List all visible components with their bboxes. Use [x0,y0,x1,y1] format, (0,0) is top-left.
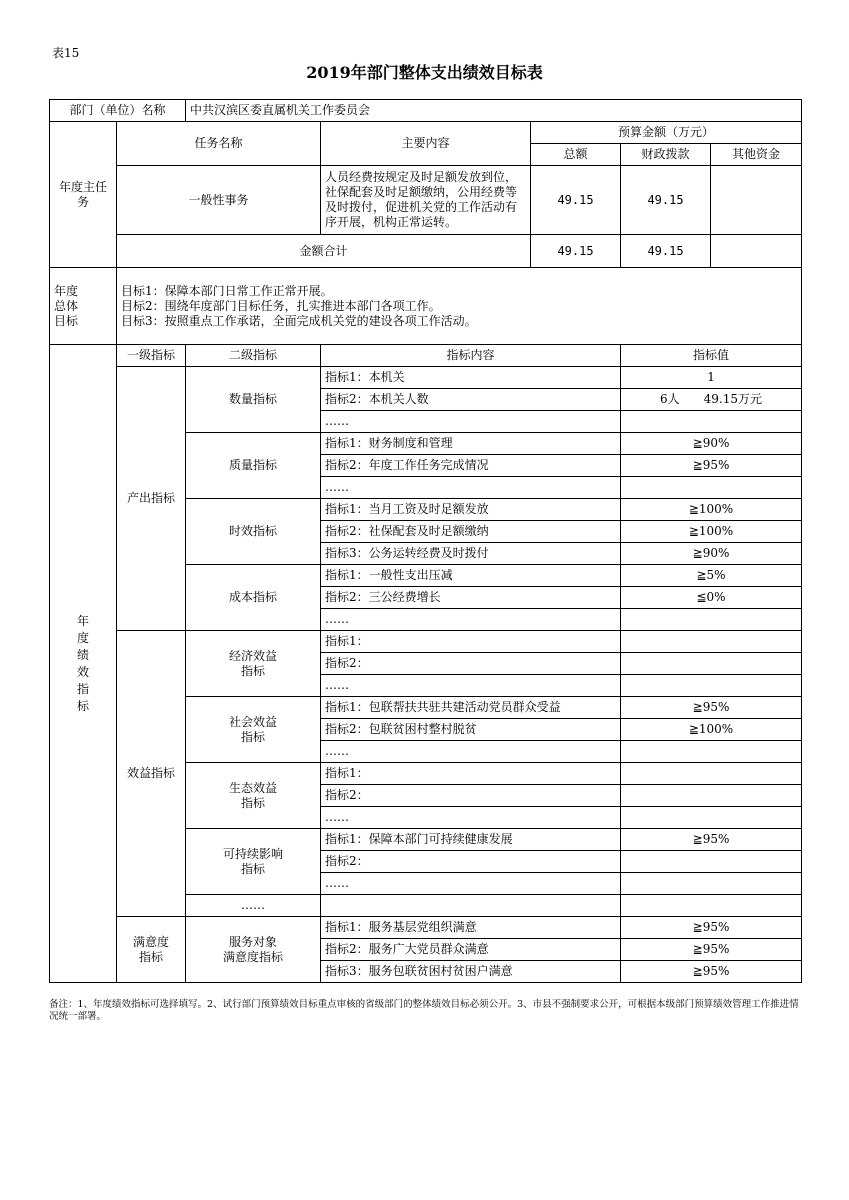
indicator-value [621,653,802,675]
sum-total: 49.15 [531,235,621,268]
indicator-value-header: 指标值 [621,345,802,367]
quality-indicator: 质量指标 [186,433,321,499]
budget-header: 预算金额（万元） [531,122,802,144]
indicator-value [621,807,802,829]
output-indicator-label: 产出指标 [117,367,186,631]
overall-goal-label: 年度 总体 目标 [50,268,117,345]
indicator-value [621,411,802,433]
footnote: 备注：1、年度绩效指标可选择填写。2、试行部门预算绩效目标重点审核的省级部门的整体绩效目标必须公开。3、市县不强制要求公开，可根据本级部门预算绩效管理工作推进情况统一部署。 [49,999,799,1022]
goal-3: 目标3：按照重点工作承诺，全面完成机关党的建设各项工作活动。 [121,313,477,328]
table-row [321,895,621,917]
table-row: …… [321,609,621,631]
indicator-value [621,741,802,763]
indicator-value: ≧95% [621,829,802,851]
indicator-value: 6人 49.15万元 [621,389,802,411]
indicator-value: ≧95% [621,697,802,719]
table-row: 指标3：公务运转经费及时拨付 [321,543,621,565]
table-row: 指标2：社保配套及时足额缴纳 [321,521,621,543]
indicator-value: ≧95% [621,917,802,939]
table-row: 指标2：本机关人数 [321,389,621,411]
service-satisfaction-indicator: 服务对象 满意度指标 [186,917,321,983]
table-row: 指标2：三公经费增长 [321,587,621,609]
indicator-value [621,873,802,895]
indicator-value [621,785,802,807]
timeliness-indicator: 时效指标 [186,499,321,565]
indicator-value: 1 [621,367,802,389]
indicator-value: ≧90% [621,543,802,565]
indicator-value: ≦0% [621,587,802,609]
table-row: 指标2：包联贫困村整村脱贫 [321,719,621,741]
table-row: 指标1：一般性支出压减 [321,565,621,587]
page-title: 2019年部门整体支出绩效目标表 [306,63,543,82]
sum-fiscal: 49.15 [621,235,711,268]
table-row: 指标1： [321,763,621,785]
table-row: 指标2： [321,653,621,675]
cost-indicator: 成本指标 [186,565,321,631]
task-name: 一般性事务 [117,166,321,235]
total-header: 总额 [531,144,621,166]
indicator-value: ≧95% [621,455,802,477]
table-row: …… [321,675,621,697]
table-row: …… [321,807,621,829]
fiscal-header: 财政拨款 [621,144,711,166]
quantity-indicator: 数量指标 [186,367,321,433]
table-row: 指标2： [321,851,621,873]
table-row: …… [321,411,621,433]
indicator-value [621,675,802,697]
table-row: …… [321,477,621,499]
table-row: 指标2： [321,785,621,807]
task-other [711,166,802,235]
benefit-indicator-label: 效益指标 [117,631,186,917]
task-fiscal: 49.15 [621,166,711,235]
overall-goals [117,268,802,345]
task-name-header: 任务名称 [117,122,321,166]
indicator-value: ≧100% [621,521,802,543]
social-benefit-indicator: 社会效益 指标 [186,697,321,763]
table-row: 指标1：保障本部门可持续健康发展 [321,829,621,851]
level1-header: 一级指标 [117,345,186,367]
table-row: …… [321,873,621,895]
economic-benefit-indicator: 经济效益 指标 [186,631,321,697]
indicator-value: ≧95% [621,939,802,961]
level2-header: 二级指标 [186,345,321,367]
other-level2-ellipsis: …… [186,895,321,917]
sum-label: 金额合计 [117,235,531,268]
indicator-value: ≧100% [621,499,802,521]
table-row: 指标1： [321,631,621,653]
indicator-value [621,609,802,631]
indicator-value: ≧95% [621,961,802,983]
performance-table [49,99,802,983]
dept-value: 中共汉滨区委直属机关工作委员会 [186,100,802,122]
goal-2: 目标2：围绕年度部门目标任务，扎实推进本部门各项工作。 [121,298,441,313]
indicator-value [621,895,802,917]
table-row: 指标1：当月工资及时足额发放 [321,499,621,521]
table-row: 指标1：财务制度和管理 [321,433,621,455]
indicator-value: ≧5% [621,565,802,587]
dept-label: 部门（单位）名称 [50,100,186,122]
indicator-value: ≧90% [621,433,802,455]
indicator-value [621,763,802,785]
table-row: 指标3：服务包联贫困村贫困户满意 [321,961,621,983]
table-row: 指标1：服务基层党组织满意 [321,917,621,939]
sustainability-indicator: 可持续影响 指标 [186,829,321,895]
indicator-value [621,631,802,653]
table-row: 指标2：年度工作任务完成情况 [321,455,621,477]
ecological-benefit-indicator: 生态效益 指标 [186,763,321,829]
indicator-value [621,851,802,873]
task-content: 人员经费按规定及时足额发放到位，社保配套及时足额缴纳，公用经费等及时拨付，促进机关党的工作活动有序开展，机构正常运转。 [321,166,531,235]
indicator-value: ≧100% [621,719,802,741]
table-row: 指标2：服务广大党员群众满意 [321,939,621,961]
annual-task-label: 年度主任务 [50,122,117,268]
table-row: 指标1：包联帮扶共驻共建活动党员群众受益 [321,697,621,719]
other-header: 其他资金 [711,144,802,166]
perf-label: 年 度 绩 效 指 标 [50,345,117,983]
sum-other [711,235,802,268]
main-content-header: 主要内容 [321,122,531,166]
indicator-value [621,477,802,499]
table-number: 表15 [52,46,80,60]
satisfaction-indicator-label: 满意度 指标 [117,917,186,983]
indicator-content-header: 指标内容 [321,345,621,367]
goal-1: 目标1：保障本部门日常工作正常开展。 [121,283,333,298]
task-total: 49.15 [531,166,621,235]
table-row: …… [321,741,621,763]
table-row: 指标1：本机关 [321,367,621,389]
